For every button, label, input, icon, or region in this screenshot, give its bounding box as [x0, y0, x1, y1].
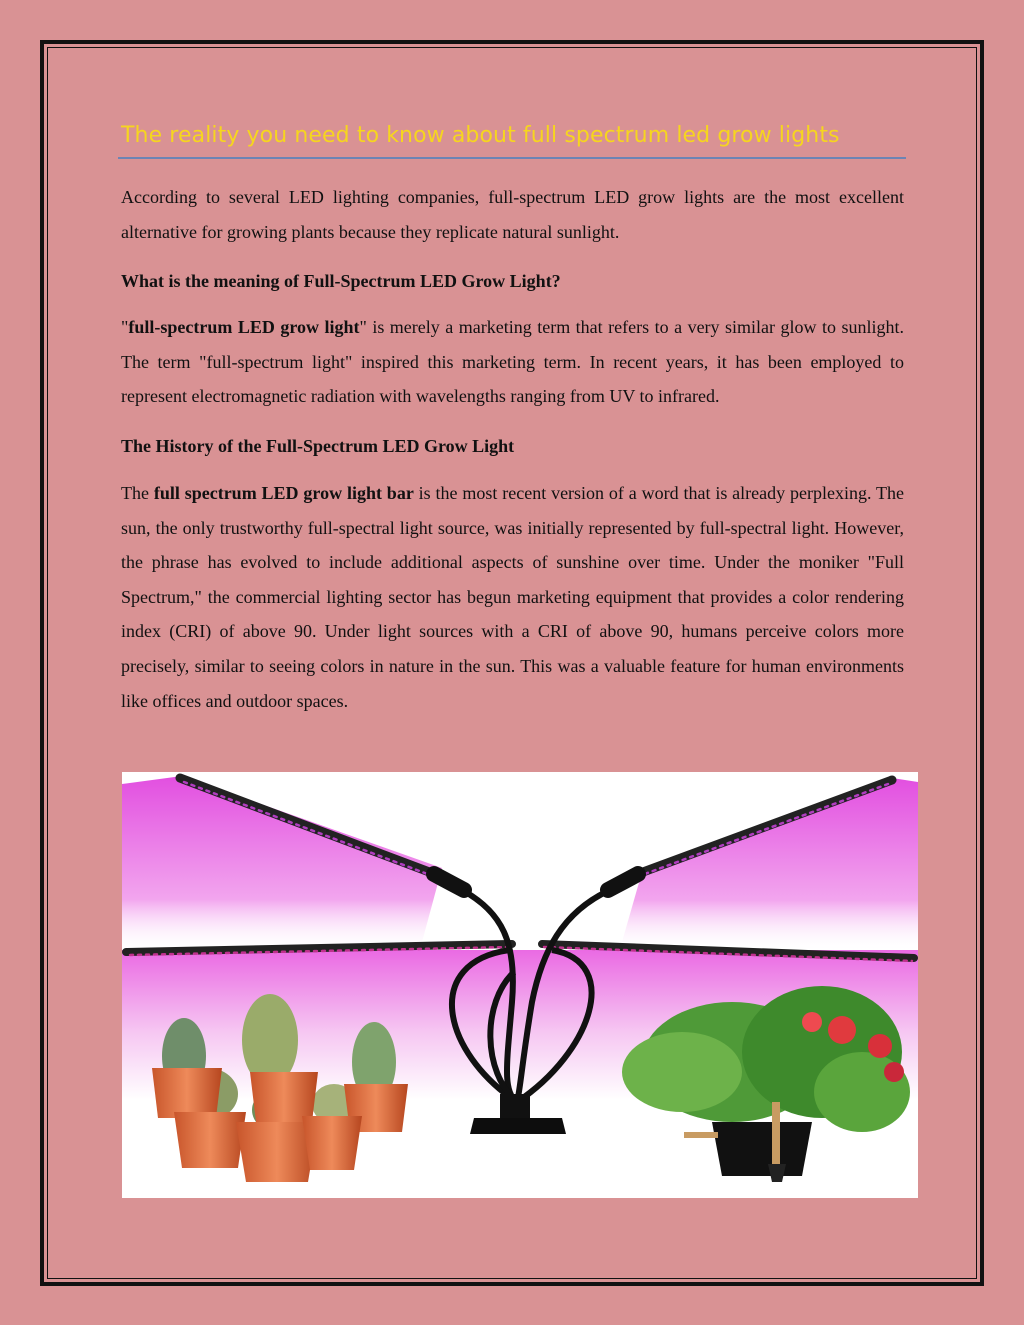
intro-paragraph: According to several LED lighting companies, full-spectrum LED grow lights are the most excellent alternative for growing plants because they replicate natural sunlight.: [121, 187, 904, 242]
history-lead: The: [121, 483, 154, 503]
bold-term-full-spectrum: full-spectrum LED grow light: [128, 317, 360, 337]
section-heading-meaning: What is the meaning of Full-Spectrum LED Grow Light?: [121, 271, 561, 291]
meaning-paragraph: [121, 310, 904, 414]
bold-term-light-bar: full spectrum LED grow light bar: [153, 483, 414, 503]
grow-light-photo: [122, 772, 918, 1198]
article-title: The reality you need to know about full spectrum led grow lights: [121, 123, 840, 148]
article-body: [121, 118, 904, 711]
title-underline: [118, 157, 906, 159]
quote-mark: ": [121, 317, 129, 337]
history-text: is the most recent version of a word that is already perplexing. The sun, the only trustworthy full-spectral light source, was initially represented by full-spectral light. However, the phrase has evolved to include additional aspects of sunshine over time. Under the moniker "Full Spectrum," the commercial lighting sector has begun marketing equipment that provides a color rendering index (CRI) of above 90. Under light sources with a CRI of above 90, humans perceive colors more precisely, similar to seeing colors in nature in the sun. This was a valuable feature for human environments like offices and outdoor spaces.: [121, 483, 904, 711]
history-paragraph: [121, 476, 904, 718]
section-heading-history: The History of the Full-Spectrum LED Grow Light: [121, 436, 515, 456]
meaning-text: " is merely a marketing term that refers to a very similar glow to sunlight. The term "full-spectrum light" inspired this marketing term. In recent years, it has been employed to represent electromagnetic radiation with wavelengths ranging from UV to infrared.: [121, 317, 904, 407]
